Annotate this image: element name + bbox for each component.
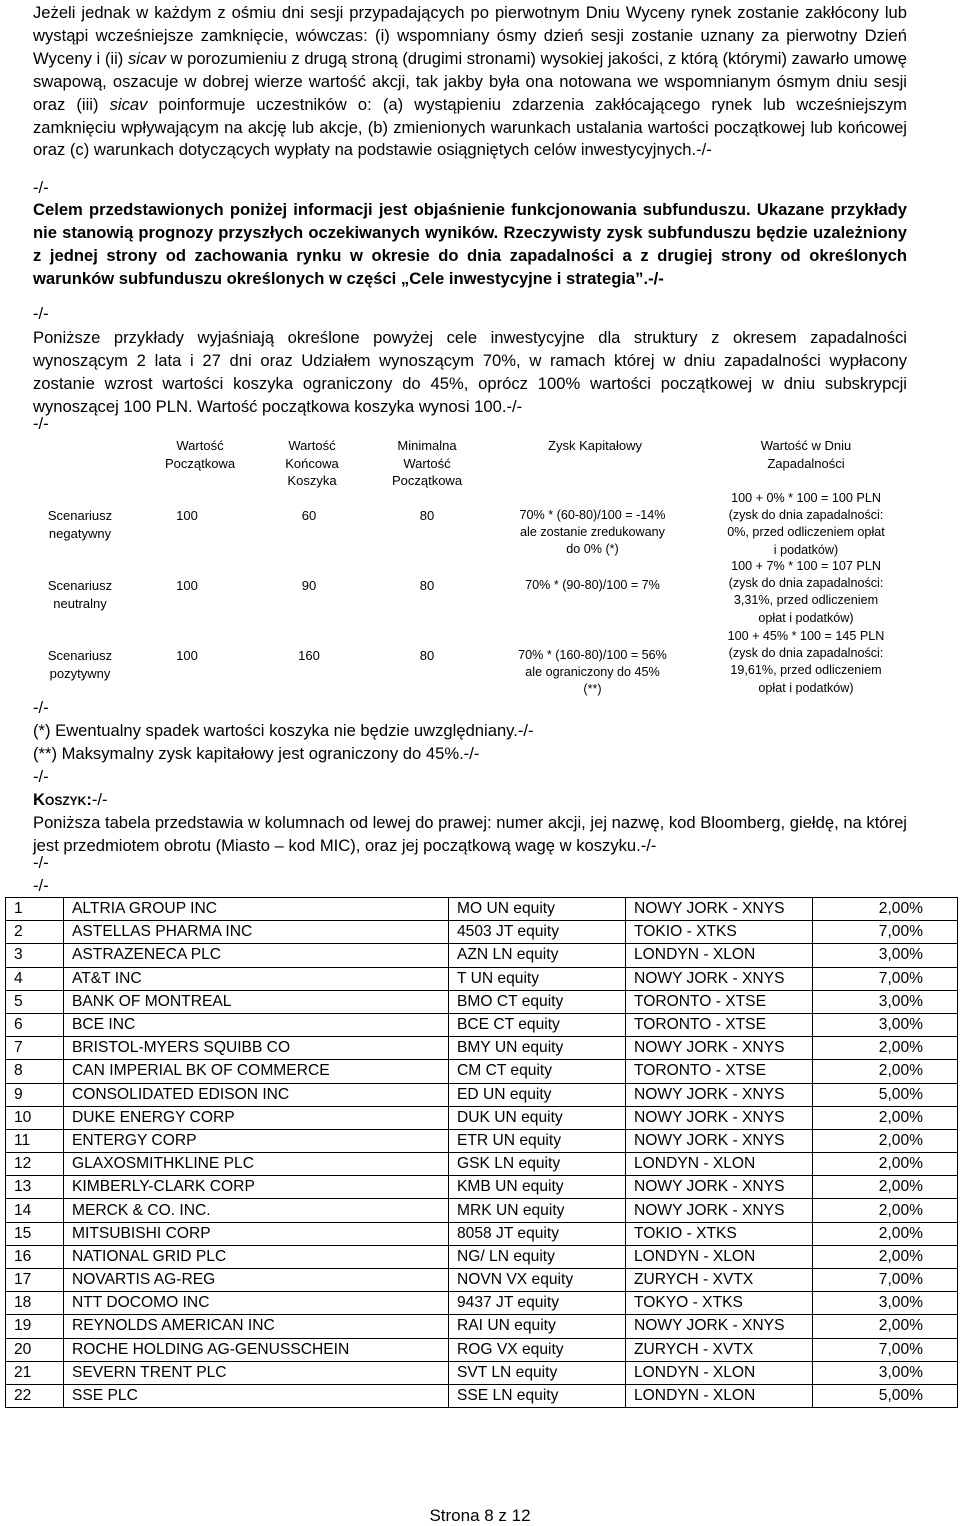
company-name: ASTELLAS PHARMA INC [64,921,449,944]
exchange: TOKYO - XTKS [626,1292,813,1315]
bloomberg-code: NG/ LN equity [449,1245,626,1268]
minimum-value: 80 [419,508,435,523]
row-number: 12 [6,1153,64,1176]
row-number: 15 [6,1222,64,1245]
row-number: 19 [6,1315,64,1338]
maturity-line: 19,61%, przed odliczeniem [730,663,882,678]
table-row [6,944,958,967]
table-row [6,1013,958,1036]
row-number: 6 [6,1013,64,1036]
table-row [6,1315,958,1338]
basket-table [5,897,958,1408]
bloomberg-code: T UN equity [449,967,626,990]
scenario-name [30,577,130,612]
maturity-value [706,628,906,697]
separator: -/- [33,853,49,872]
header-maturity [706,437,906,472]
table-row [6,1129,958,1152]
row-number: 14 [6,1199,64,1222]
header-final [262,437,362,490]
maturity-line: opłat i podatków) [758,680,854,695]
table-row [6,1176,958,1199]
company-name: REYNOLDS AMERICAN INC [64,1315,449,1338]
exchange: TORONTO - XTSE [626,990,813,1013]
row-number: 16 [6,1245,64,1268]
table-row [6,967,958,990]
intro-text-c: poinformuje uczestników o: (a) wystąpieniu zdarzenia zakłócającego rynek lub wcześniejszym zamknięciu wpływającym na akcję lub akcje, (b) zmienionych warunkach ustalania wartości początkowej lub końcowej oraz (c) warunkach dotyczących wypłaty na podstawie osiągniętych celów inwestycyjnych.-/- [33,94,907,160]
weight: 2,00% [813,1176,958,1199]
maturity-line: (zysk do dnia zapadalności: [728,508,884,523]
table-row [6,1153,958,1176]
maturity-line: 100 + 0% * 100 = 100 PLN [731,491,881,505]
header-initial [150,437,250,472]
minimum-value: 80 [419,578,435,593]
bloomberg-code: GSK LN equity [449,1153,626,1176]
disclaimer-paragraph: Celem przedstawionych poniżej informacji jest objaśnienie funkcjonowania subfunduszu. Ukazane przykłady nie stanowią prognozy przyszłych oczekiwanych wyników. Rzeczywisty zysk subfunduszu będzie uzależniony z jednej strony od zachowania rynku w okresie do dnia zapadalności a z drugiej strony od określonych warunków subfunduszu określonych w części „Cele inwestycyjne i strategia”.-/- [33,200,907,288]
scenario-name-line: Scenariusz [47,578,113,593]
weight: 7,00% [813,1269,958,1292]
intro-text-b: w porozumieniu z drugą stroną (drugimi stronami) wysokiej jakości, z którą (którymi) zawarło umowę swapową, oszacuje w dobrej wierze wartość akcji, tak jakby była ona notowana we wspomnianym ósmym dniu sesji oraz (iii) [33,48,907,114]
table-row [6,898,958,921]
bloomberg-code: KMB UN equity [449,1176,626,1199]
exchange: NOWY JORK - XNYS [626,1083,813,1106]
table-row [6,1384,958,1407]
row-number: 2 [6,921,64,944]
exchange: TOKIO - XTKS [626,1222,813,1245]
gain-line: do 0% (*) [566,542,619,557]
bloomberg-code: CM CT equity [449,1060,626,1083]
maturity-line: 100 + 7% * 100 = 107 PLN [731,559,881,573]
bloomberg-code: NOVN VX equity [449,1269,626,1292]
intro-paragraph [33,2,907,162]
bloomberg-code: RAI UN equity [449,1315,626,1338]
header-line: Początkowa [164,455,236,471]
bloomberg-code: ROG VX equity [449,1338,626,1361]
header-minimum [377,437,477,490]
separator: -/- [33,767,49,786]
exchange: NOWY JORK - XNYS [626,898,813,921]
sicav-term: sicav [127,48,166,68]
scenario-name [30,647,130,682]
weight: 2,00% [813,898,958,921]
basket-description: Poniższa tabela przedstawia w kolumnach od lewej do prawej: numer akcji, jej nazwę, kod Bloomberg, giełdę, na której jest przedmiotem obrotu (Miasto – kod MIC), oraz jej początkową wagę w koszyku.-/- [33,813,907,855]
header-line: Zapadalności [767,455,845,471]
separator: -/- [33,178,49,197]
initial-value: 100 [176,578,198,593]
gain-value [495,577,690,594]
row-number: 17 [6,1269,64,1292]
row-number: 18 [6,1292,64,1315]
bloomberg-code: BMY UN equity [449,1037,626,1060]
separator: -/- [33,304,49,323]
weight: 7,00% [813,1338,958,1361]
header-line: Minimalna [397,438,457,453]
gain-line: ale ograniczony do 45% [525,665,660,680]
exchange: NOWY JORK - XNYS [626,967,813,990]
exchange: NOWY JORK - XNYS [626,1037,813,1060]
bloomberg-code: 8058 JT equity [449,1222,626,1245]
table-row [6,1222,958,1245]
final-value: 90 [301,578,317,593]
bloomberg-code: BMO CT equity [449,990,626,1013]
weight: 3,00% [813,1013,958,1036]
table-row [6,1245,958,1268]
exchange: LONDYN - XLON [626,1384,813,1407]
exchange: ZURYCH - XVTX [626,1269,813,1292]
table-row [6,1292,958,1315]
row-number: 11 [6,1129,64,1152]
header-line: Wartość [403,455,451,471]
bloomberg-code: ETR UN equity [449,1129,626,1152]
bloomberg-code: SSE LN equity [449,1384,626,1407]
company-name: DUKE ENERGY CORP [64,1106,449,1129]
weight: 2,00% [813,1106,958,1129]
gain-line: 70% * (90-80)/100 = 7% [525,578,660,592]
header-line: Koszyka [287,473,337,488]
company-name: BRISTOL-MYERS SQUIBB CO [64,1037,449,1060]
basket-heading-suffix: -/- [91,790,108,809]
table-row [6,1037,958,1060]
company-name: ASTRAZENECA PLC [64,944,449,967]
header-line: Wartość [176,438,224,453]
company-name: CAN IMPERIAL BK OF COMMERCE [64,1060,449,1083]
company-name: SEVERN TRENT PLC [64,1361,449,1384]
weight: 2,00% [813,1153,958,1176]
row-number: 8 [6,1060,64,1083]
row-number: 4 [6,967,64,990]
table-row [6,1338,958,1361]
weight: 2,00% [813,1199,958,1222]
weight: 2,00% [813,1315,958,1338]
basket-table-body [6,898,958,1408]
maturity-line: opłat i podatków) [758,610,854,625]
gain-line: (**) [583,682,602,697]
example-paragraph: Poniższe przykłady wyjaśniają określone powyżej cele inwestycyjne dla struktury z okresem zapadalności wynoszącym 2 lata i 27 dni oraz Udziałem wynoszącym 70%, w ramach której w dniu zapadalności wypłacony zostanie wzrost wartości koszyka ograniczony do 45%, oprócz 100% wartości początkowej w dniu subskrypcji wynoszącej 100 PLN. Wartość początkowa koszyka wynosi 100.-/- [33,328,907,416]
row-number: 7 [6,1037,64,1060]
maturity-line: (zysk do dnia zapadalności: [728,576,884,591]
exchange: TORONTO - XTSE [626,1013,813,1036]
weight: 2,00% [813,1037,958,1060]
weight: 2,00% [813,1222,958,1245]
weight: 3,00% [813,1292,958,1315]
table-row [6,1060,958,1083]
maturity-value [706,558,906,627]
row-number: 3 [6,944,64,967]
gain-line: ale zostanie zredukowany [520,525,665,540]
table-row [6,1199,958,1222]
weight: 3,00% [813,990,958,1013]
maturity-line: 0%, przed odliczeniem opłat [727,525,885,540]
table-row [6,1083,958,1106]
row-number: 1 [6,898,64,921]
company-name: AT&T INC [64,967,449,990]
maturity-line: (zysk do dnia zapadalności: [728,646,884,661]
company-name: MITSUBISHI CORP [64,1222,449,1245]
company-name: NATIONAL GRID PLC [64,1245,449,1268]
table-row [6,1269,958,1292]
initial-value: 100 [176,648,198,663]
company-name: NTT DOCOMO INC [64,1292,449,1315]
bloomberg-code: BCE CT equity [449,1013,626,1036]
exchange: NOWY JORK - XNYS [626,1176,813,1199]
company-name: ALTRIA GROUP INC [64,898,449,921]
weight: 7,00% [813,967,958,990]
weight: 3,00% [813,944,958,967]
scenario-name [30,507,130,542]
footnote-2: (**) Maksymalny zysk kapitałowy jest ograniczony do 45%.-/- [33,744,480,763]
company-name: BANK OF MONTREAL [64,990,449,1013]
table-row [6,990,958,1013]
exchange: NOWY JORK - XNYS [626,1129,813,1152]
final-value: 60 [301,508,317,523]
sicav-term: sicav [109,94,148,114]
scenario-name-line: negatywny [48,525,112,541]
bloomberg-code: ED UN equity [449,1083,626,1106]
exchange: LONDYN - XLON [626,944,813,967]
exchange: LONDYN - XLON [626,1153,813,1176]
gain-value [495,507,690,559]
bloomberg-code: SVT LN equity [449,1361,626,1384]
bloomberg-code: MRK UN equity [449,1199,626,1222]
row-number: 22 [6,1384,64,1407]
header-line: Wartość w Dniu [760,438,852,453]
row-number: 9 [6,1083,64,1106]
company-name: KIMBERLY-CLARK CORP [64,1176,449,1199]
row-number: 5 [6,990,64,1013]
page-number: Strona 8 z 12 [429,1506,531,1525]
scenario-name-line: Scenariusz [47,508,113,523]
scenario-name-line: neutralny [53,595,107,611]
header-line: Końcowa [285,455,339,471]
row-number: 13 [6,1176,64,1199]
exchange: NOWY JORK - XNYS [626,1315,813,1338]
table-row [6,1361,958,1384]
bloomberg-code: DUK UN equity [449,1106,626,1129]
row-number: 20 [6,1338,64,1361]
bloomberg-code: MO UN equity [449,898,626,921]
company-name: ROCHE HOLDING AG-GENUSSCHEIN [64,1338,449,1361]
exchange: TORONTO - XTSE [626,1060,813,1083]
footnote-1: (*) Ewentualny spadek wartości koszyka nie będzie uwzględniany.-/- [33,721,534,740]
weight: 5,00% [813,1083,958,1106]
header-line: Wartość [288,438,336,453]
initial-value: 100 [176,508,198,523]
basket-heading-label: Koszyk: [33,790,92,809]
bloomberg-code: 4503 JT equity [449,921,626,944]
gain-line: 70% * (60-80)/100 = -14% [519,508,666,522]
company-name: SSE PLC [64,1384,449,1407]
gain-value [495,647,690,699]
weight: 7,00% [813,921,958,944]
exchange: NOWY JORK - XNYS [626,1199,813,1222]
weight: 2,00% [813,1129,958,1152]
company-name: MERCK & CO. INC. [64,1199,449,1222]
exchange: TOKIO - XTKS [626,921,813,944]
basket-heading [33,790,108,810]
separator: -/- [33,698,49,717]
scenario-name-line: pozytywny [49,665,111,681]
exchange: NOWY JORK - XNYS [626,1106,813,1129]
scenario-name-line: Scenariusz [47,648,113,663]
minimum-value: 80 [419,648,435,663]
exchange: ZURYCH - XVTX [626,1338,813,1361]
weight: 5,00% [813,1384,958,1407]
separator: -/- [33,414,49,433]
maturity-line: i podatków) [773,542,839,557]
bloomberg-code: AZN LN equity [449,944,626,967]
exchange: LONDYN - XLON [626,1361,813,1384]
weight: 2,00% [813,1245,958,1268]
maturity-line: 100 + 45% * 100 = 145 PLN [727,629,885,643]
gain-line: 70% * (160-80)/100 = 56% [518,648,667,662]
company-name: BCE INC [64,1013,449,1036]
separator: -/- [33,876,49,895]
table-row [6,1106,958,1129]
row-number: 21 [6,1361,64,1384]
maturity-line: 3,31%, przed odliczeniem [733,593,879,608]
bloomberg-code: 9437 JT equity [449,1292,626,1315]
company-name: NOVARTIS AG-REG [64,1269,449,1292]
weight: 2,00% [813,1060,958,1083]
header-gain: Zysk Kapitałowy [548,438,642,453]
row-number: 10 [6,1106,64,1129]
exchange: LONDYN - XLON [626,1245,813,1268]
header-line: Początkowa [391,473,463,488]
maturity-value [706,490,906,559]
table-row [6,921,958,944]
company-name: CONSOLIDATED EDISON INC [64,1083,449,1106]
company-name: ENTERGY CORP [64,1129,449,1152]
final-value: 160 [298,648,320,663]
intro-text-a: Jeżeli jednak w każdym z ośmiu dni sesji przypadających po pierwotnym Dniu Wyceny rynek zostanie zakłócony lub wystąpi wcześniejsze zamknięcie, wówczas: (i) wspomniany ósmy dzień sesji zostanie uznany za pierwotny Dzień Wyceny i (ii) [33,3,907,68]
company-name: GLAXOSMITHKLINE PLC [64,1153,449,1176]
weight: 3,00% [813,1361,958,1384]
